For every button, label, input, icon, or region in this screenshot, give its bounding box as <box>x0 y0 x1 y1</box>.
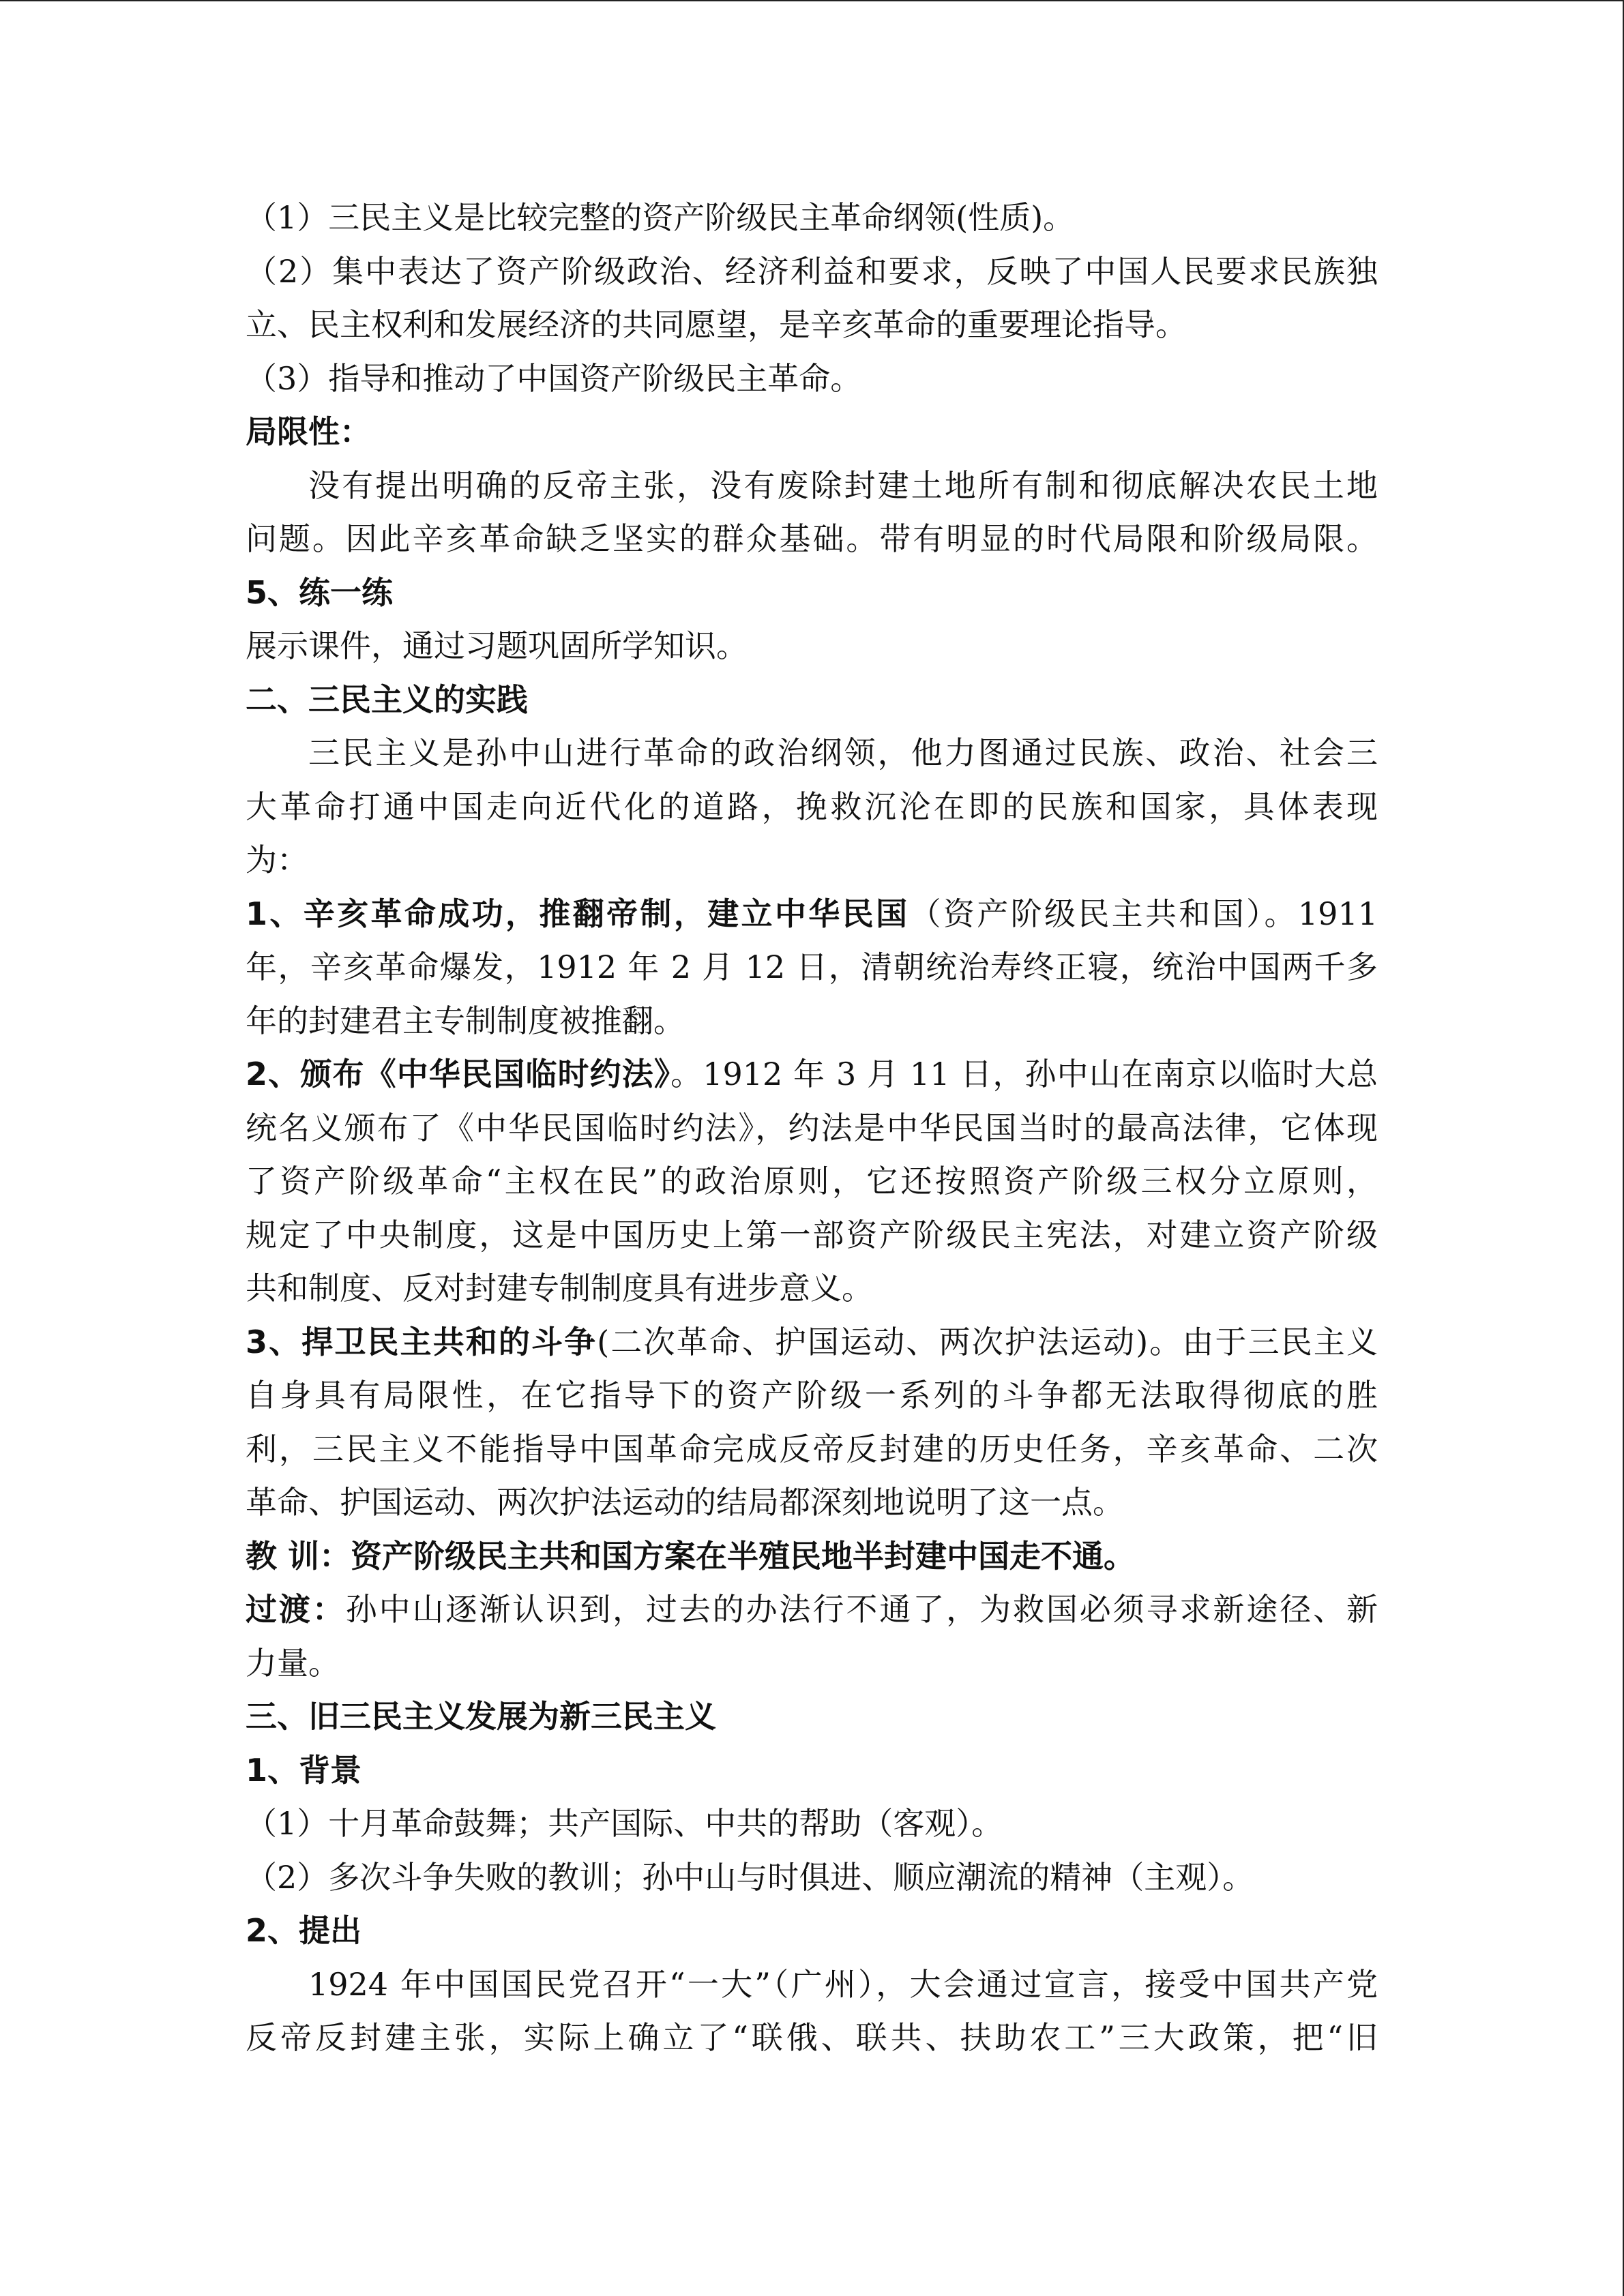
text-line: 力量。 <box>246 1644 340 1682</box>
text-line: 1924 年中国国民党召开“一大”（广州），大会通过宣言，接受中国共产党 <box>308 1965 1378 2003</box>
text-line: 大革命打通中国走向近代化的道路，挽救沉沦在即的民族和国家，具体表现 <box>246 788 1378 825</box>
text-line: 为： <box>246 841 308 878</box>
text-line: 规定了中央制度，这是中国历史上第一部资产阶级民主宪法，对建立资产阶级 <box>246 1216 1378 1253</box>
text-line: 立、民主权利和发展经济的共同愿望，是辛亥革命的重要理论指导。 <box>246 306 1187 343</box>
page-border-top <box>0 0 1624 1</box>
text-line: 了资产阶级革命“主权在民”的政治原则，它还按照资产阶级三权分立原则， <box>246 1163 1378 1199</box>
section-heading-proposal: 2、提出 <box>246 1912 362 1949</box>
text-run: 。1912 年 3 月 11 日，孙中山在南京以临时大总 <box>670 1056 1378 1092</box>
text-line: 年的封建君主专制制度被推翻。 <box>246 1002 685 1039</box>
section-heading-new-three-principles: 三、旧三民主义发展为新三民主义 <box>246 1698 716 1735</box>
bold-lead: 3、捍卫民主共和的斗争 <box>246 1323 597 1360</box>
text-line: （2）集中表达了资产阶级政治、经济利益和要求，反映了中国人民要求民族独 <box>246 252 1378 290</box>
section-heading-limitations: 局限性： <box>246 413 371 450</box>
text-line: 三民主义是孙中山进行革命的政治纲领，他力图通过民族、政治、社会三 <box>308 734 1378 771</box>
text-line: 年，辛亥革命爆发，1912 年 2 月 12 日，清朝统治寿终正寝，统治中国两千多 <box>246 949 1378 985</box>
text-line: 利，三民主义不能指导中国革命完成反帝反封建的历史任务，辛亥革命、二次 <box>246 1430 1378 1467</box>
text-line: （2）多次斗争失败的教训；孙中山与时俱进、顺应潮流的精神（主观）。 <box>246 1858 1254 1896</box>
text-line <box>246 887 1378 941</box>
document-body <box>246 191 1378 2065</box>
text-line: （3）指导和推动了中国资产阶级民主革命。 <box>246 359 862 397</box>
text-line: 革命、护国运动、两次护法运动的结局都深刻地说明了这一点。 <box>246 1484 1124 1521</box>
section-heading-background: 1、背景 <box>246 1751 362 1789</box>
text-line: 统名义颁布了《中华民国临时约法》，约法是中华民国当时的最高法律，它体现 <box>246 1109 1378 1146</box>
section-heading-practice: 5、练一练 <box>246 573 394 611</box>
text-run: （资产阶级民主共和国）。1911 <box>909 895 1378 932</box>
text-run: 孙中山逐渐认识到，过去的办法行不通了，为救国必须寻求新途径、新 <box>345 1591 1378 1628</box>
text-line <box>246 1315 1378 1369</box>
text-line: 没有提出明确的反帝主张，没有废除封建土地所有制和彻底解决农民土地 <box>308 466 1378 504</box>
text-line <box>246 1047 1378 1101</box>
text-line <box>246 1583 1378 1637</box>
text-line: 自身具有局限性，在它指导下的资产阶级一系列的斗争都无法取得彻底的胜 <box>246 1377 1378 1414</box>
bold-lead: 过渡： <box>246 1591 346 1628</box>
lesson-line: 教 训：资产阶级民主共和国方案在半殖民地半封建中国走不通。 <box>246 1537 1136 1575</box>
text-line: 反帝反封建主张，实际上确立了“联俄、联共、扶助农工”三大政策，把“旧 <box>246 2019 1378 2056</box>
bold-lead: 1、辛亥革命成功，推翻帝制，建立中华民国 <box>246 895 910 932</box>
text-line: 问题。因此辛亥革命缺乏坚实的群众基础。带有明显的时代局限和阶级局限。 <box>246 520 1378 557</box>
bold-lead: 2、颁布《中华民国临时约法》 <box>246 1056 671 1092</box>
text-run: (二次革命、护国运动、两次护法运动)。由于三民主义 <box>597 1323 1378 1360</box>
text-line: （1）十月革命鼓舞；共产国际、中共的帮助（客观）。 <box>246 1805 1003 1842</box>
text-line: 展示课件，通过习题巩固所学知识。 <box>246 627 748 664</box>
section-heading-practice-of-three-principles: 二、三民主义的实践 <box>246 681 528 718</box>
text-line: （1）三民主义是比较完整的资产阶级民主革命纲领(性质)。 <box>246 199 1075 236</box>
text-line: 共和制度、反对封建专制制度具有进步意义。 <box>246 1270 873 1307</box>
